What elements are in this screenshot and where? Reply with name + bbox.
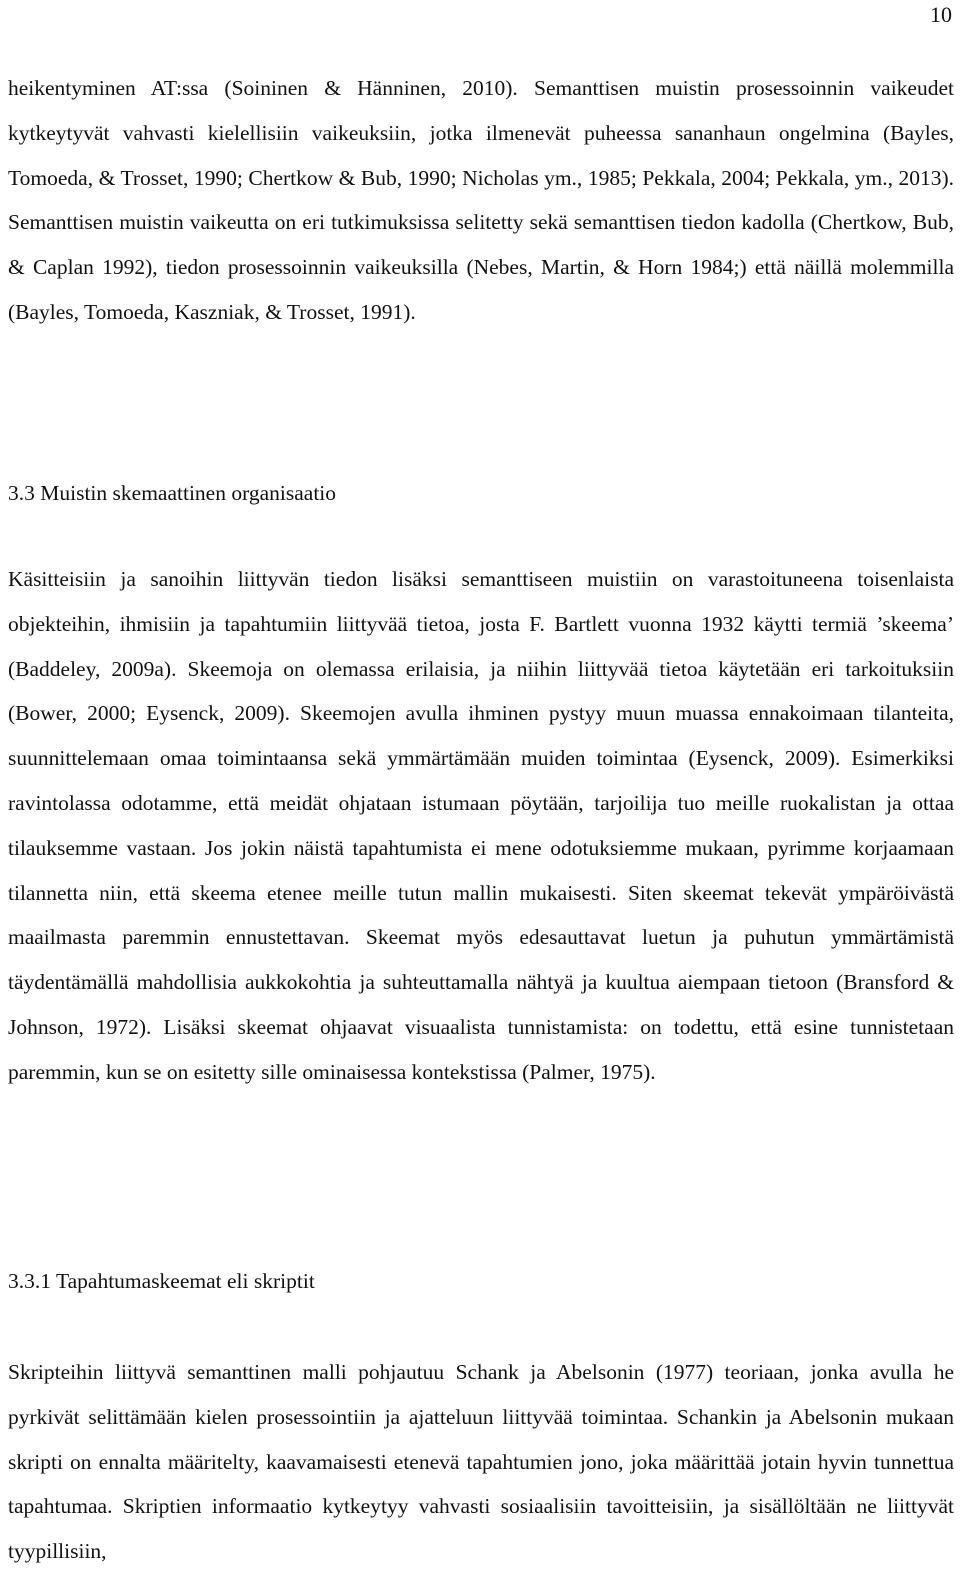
subsection-heading-3-3-1: 3.3.1 Tapahtumaskeemat eli skriptit (8, 1269, 315, 1293)
body-paragraph-3: Skripteihin liittyvä semanttinen malli pohjautuu Schank ja Abelsonin (1977) teoriaan, jonka avulla he pyrkivät selittämään kielen prosessointiin ja ajatteluun liittyvää toimintaa. Schankin ja Abelsonin mukaan skripti on ennalta määritelty, kaavamaisesti etenevä tapahtumien jono, joka määrittää jotain hyvin tunnettua tapahtumaa. Skriptien informaatio kytkeytyy vahvasti sosiaalisiin tavoitteisiin, ja sisällöltään ne liittyvät tyypillisiin, (8, 1360, 954, 1564)
section-heading-3-3: 3.3 Muistin skemaattinen organisaatio (8, 481, 337, 505)
body-paragraph-1: heikentyminen AT:ssa (Soininen & Hänninen, 2010). Semanttisen muistin prosessoinnin vaikeudet kytkeytyvät vahvasti kielellisiin vaikeuksiin, jotka ilmenevät puheessa sananhaun ongelmina (Bayles, Tomoeda, & Trosset, 1990; Chertkow & Bub, 1990; Nicholas ym., 1985; Pekkala, 2004; Pekkala, ym., 2013). Semanttisen muistin vaikeutta on eri tutkimuksissa selitetty sekä semanttisen tiedon kadolla (Chertkow, Bub, & Caplan 1992), tiedon prosessoinnin vaikeuksilla (Nebes, Martin, & Horn 1984;) että näillä molemmilla (Bayles, Tomoeda, Kaszniak, & Trosset, 1991). (8, 76, 954, 324)
body-paragraph-2: Käsitteisiin ja sanoihin liittyvän tiedon lisäksi semanttiseen muistiin on varastoituneena toisenlaista objekteihin, ihmisiin ja tapahtumiin liittyvää tietoa, josta F. Bartlett vuonna 1932 käytti termiä ’skeema’ (Baddeley, 2009a). Skeemoja on olemassa erilaisia, ja niihin liittyvää tietoa käytetään eri tarkoituksiin (Bower, 2000; Eysenck, 2009). Skeemojen avulla ihminen pystyy muun muassa ennakoimaan tilanteita, suunnittelemaan omaa toimintaansa sekä ymmärtämään muiden toimintaa (Eysenck, 2009). Esimerkiksi ravintolassa odotamme, että meidät ohjataan istumaan pöytään, tarjoilija tuo meille ruokalistan ja ottaa tilauksemme vastaan. Jos jokin näistä tapahtumista ei mene odotuksiemme mukaan, pyrimme korjaamaan tilannetta niin, että skeema etenee meille tutun mallin mukaisesti. Siten skeemat tekevät ympäröivästä maailmasta paremmin ennustettavan. Skeemat myös edesauttavat luetun ja puhutun ymmärtämistä täydentämällä mahdollisia aukkokohtia ja suhteuttamalla nähtyä ja kuultua aiempaan tietoon (Bransford & Johnson, 1972). Lisäksi skeemat ohjaavat visuaalista tunnistamista: on todettu, että esine tunnistetaan paremmin, kun se on esitetty sille ominaisessa kontekstissa (Palmer, 1975). (8, 567, 954, 1084)
page-number: 10 (930, 2, 952, 27)
